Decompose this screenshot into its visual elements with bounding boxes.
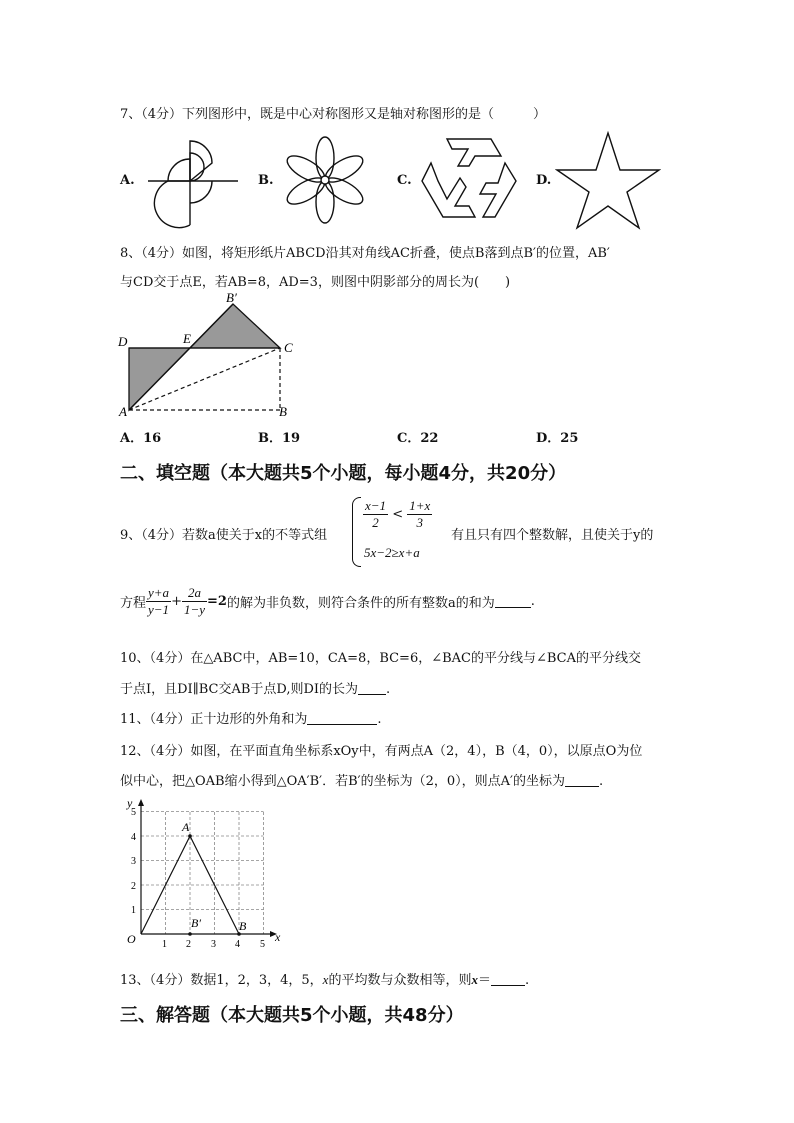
q8-option-c: C．22 xyxy=(397,431,439,446)
x-tick-4: 4 xyxy=(235,939,240,950)
q7-option-b-label: B. xyxy=(258,173,274,188)
y-tick-1: 1 xyxy=(131,905,136,916)
x-tick-5: 5 xyxy=(260,939,265,950)
q12-line1: 12、（4分）如图，在平面直角坐标系xOy中，有两点A（2，4），B（4，0），以原点O为位 xyxy=(120,744,643,759)
q12-answer-blank xyxy=(565,774,599,787)
x-axis-label: x xyxy=(275,930,281,944)
label-e: E xyxy=(183,331,191,346)
recycle-hexagon-figure xyxy=(420,136,518,222)
x-tick-3: 3 xyxy=(211,939,216,950)
q9-inequality-1: $\frac{x-1}{2}$ < $\frac{1+x}{3}$ xyxy=(365,498,431,530)
origin-label: O xyxy=(127,932,136,946)
label-c: C xyxy=(284,340,293,355)
q8-option-d: D．25 xyxy=(536,431,579,446)
q10-line1: 10、（4分）在△ABC中，AB=10，CA=8，BC=6，∠BAC的平分线与∠BCA的平分线交 xyxy=(120,651,642,666)
q12-coordinate-figure xyxy=(115,795,285,950)
y-tick-4: 4 xyxy=(131,832,136,843)
shaded-triangle-right xyxy=(190,304,280,348)
q13-answer-blank xyxy=(491,973,525,986)
y-axis-label: y xyxy=(127,796,133,810)
q7-option-c-label: C. xyxy=(397,173,412,188)
q9-inequality-2: 5x−2≥x+a xyxy=(364,545,420,560)
q7-stem: 7、（4分）下列图形中，既是中心对称图形又是轴对称图形的是（ ） xyxy=(120,107,547,122)
q8-fold-figure xyxy=(115,288,305,420)
section2-title: 二、填空题（本大题共5个小题，每小题4分，共20分） xyxy=(120,463,567,484)
point-b-label: B xyxy=(239,919,247,933)
section3-title: 三、解答题（本大题共5个小题，共48分） xyxy=(120,1005,464,1026)
y-tick-5: 5 xyxy=(131,807,136,818)
q9-answer-blank xyxy=(495,595,531,608)
system-brace xyxy=(352,497,361,567)
x-tick-1: 1 xyxy=(162,939,167,950)
star-figure xyxy=(555,130,661,230)
q10-answer-blank xyxy=(358,682,386,695)
label-b-prime: B′ xyxy=(226,290,237,305)
q7-option-a-label: A. xyxy=(120,173,135,188)
q9-line2: 方程 $\frac{y+a}{y-1}$ + $\frac{2a}{1-y}$ =2的解为非负数，则符合条件的所有整数a的和为 . xyxy=(120,585,535,617)
pinwheel-figure xyxy=(143,133,243,229)
label-a: A xyxy=(119,404,127,419)
x-tick-2: 2 xyxy=(186,939,191,950)
label-d: D xyxy=(118,334,128,349)
q8-option-a: A．16 xyxy=(120,431,162,446)
q11-stem: 11、（4分）正十边形的外角和为 . xyxy=(120,712,382,727)
point-a-label: A xyxy=(182,820,190,834)
q13-stem: 13、（4分）数据1，2，3，4，5，x的平均数与众数相等，则x＝ . xyxy=(120,972,530,988)
q10-line2: 于点I，且DI∥BC交AB于点D,则DI的长为 . xyxy=(120,682,391,697)
q11-answer-blank xyxy=(307,712,377,725)
q9-prefix: 9、（4分）若数a使关于x的不等式组 xyxy=(120,528,328,543)
flower-figure xyxy=(280,136,372,226)
q8-option-b: B．19 xyxy=(258,431,301,446)
q12-line2: 似中心，把△OAB缩小得到△OA′B′．若B′的坐标为（2，0），则点A′的坐标为 . xyxy=(120,774,604,789)
q7-option-d-label: D. xyxy=(536,173,552,188)
y-tick-3: 3 xyxy=(131,856,136,867)
q8-stem-line2: 与CD交于点E，若AB=8，AD=3，则图中阴影部分的周长为( ) xyxy=(120,275,511,290)
point-b-prime-label: B′ xyxy=(191,916,201,930)
label-b: B xyxy=(279,404,287,419)
q9-suffix: 有且只有四个整数解，且使关于y的 xyxy=(451,528,654,543)
q8-stem-line1: 8、（4分）如图，将矩形纸片ABCD沿其对角线AC折叠，使点B落到点B′的位置，AB′ xyxy=(120,246,610,261)
y-tick-2: 2 xyxy=(131,881,136,892)
